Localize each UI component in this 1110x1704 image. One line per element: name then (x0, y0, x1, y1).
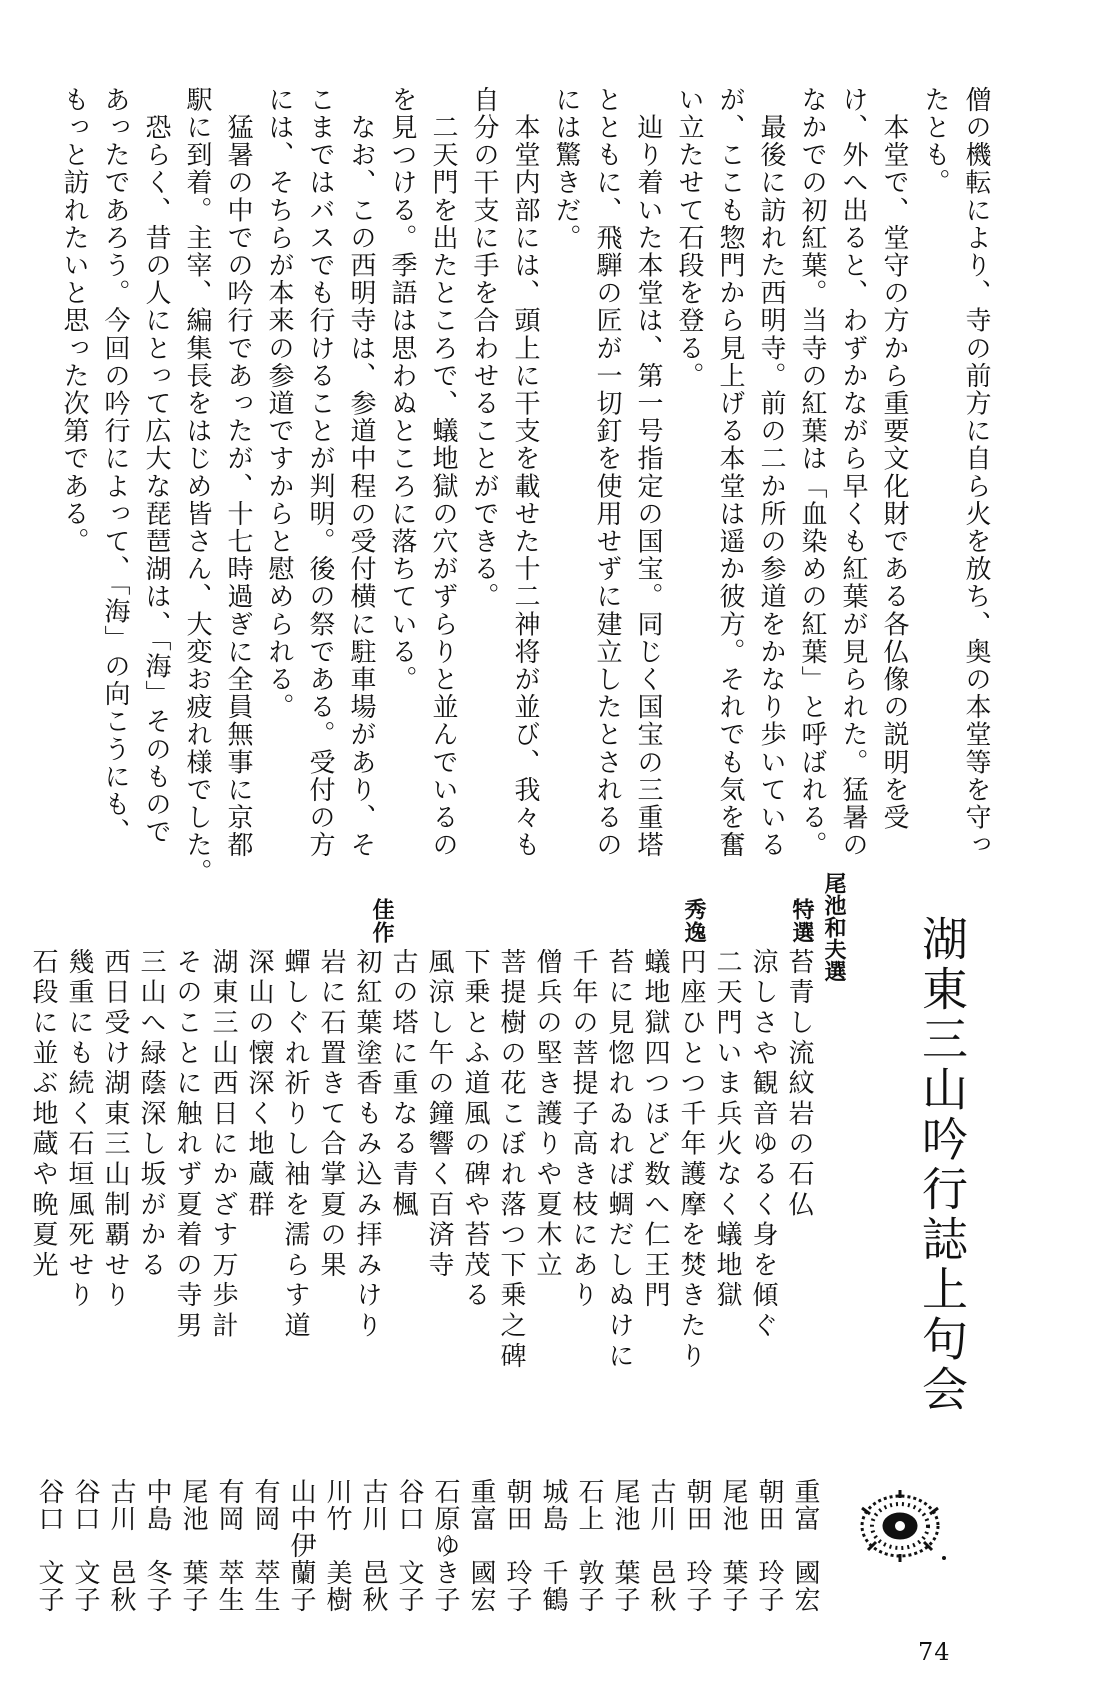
essay-line: 自分の干支に手を合わせることができる。 (469, 86, 499, 611)
heading-shuitsu: 秀逸 (681, 898, 707, 944)
essay-line: なかでの初紅葉。当寺の紅葉は「血染めの紅葉」と呼ばれる。 (797, 86, 827, 859)
haiku-author: 城島 千鶴 (538, 1478, 568, 1613)
haiku-author: 朝田 玲子 (502, 1478, 532, 1613)
haiku-text: 西日受け湖東三山制覇せり (100, 948, 130, 1312)
essay-line: 二天門を出たところで、蟻地獄の穴がずらりと並んでいるの (428, 86, 458, 859)
haiku-author: 有岡 萃生 (214, 1478, 244, 1613)
essay-line: い立たせて石段を登る。 (674, 86, 704, 390)
haiku-text: 僧兵の堅き護りや夏木立 (532, 948, 562, 1282)
haiku-text: 幾重にも続く石垣風死せり (64, 948, 94, 1312)
essay-line: 辿り着いた本堂は、第一号指定の国宝。同じく国宝の三重塔 (633, 86, 663, 859)
essay-line: には驚きだ。 (551, 86, 581, 252)
haiku-author: 古川 邑秋 (646, 1478, 676, 1613)
haiku-author: 古川 邑秋 (358, 1478, 388, 1613)
essay-line: 恐らく、昔の人にとって広大な琵琶湖は、「海」そのもので (141, 86, 171, 846)
essay-line: 本堂内部には、頭上に干支を載せた十二神将が並び、我々も (510, 86, 540, 859)
haiku-author: 山中伊蘭子 (286, 1478, 316, 1613)
heading-tokusen: 特選 (789, 898, 815, 944)
haiku-text: 円座ひとつ千年護摩を焚きたり (676, 948, 706, 1373)
essay-line: たとも。 (920, 86, 950, 197)
haiku-author: 重富 國宏 (466, 1478, 496, 1613)
haiku-text: 蟻地獄四つほど数へ仁王門 (640, 948, 670, 1312)
haiku-text: そのことに触れず夏着の寺男 (172, 948, 202, 1342)
haiku-text: 石段に並ぶ地蔵や晩夏光 (28, 948, 58, 1282)
haiku-text: 湖東三山西日にかざす万歩計 (208, 948, 238, 1342)
haiku-text: 菩提樹の花こぼれ落つ下乗之碑 (496, 948, 526, 1373)
haiku-text: 苔に見惚れゐれば蜩だしぬけに (604, 948, 634, 1373)
essay-line: 駅に到着。主宰、編集長をはじめ皆さん、大変お疲れ様でした。 (182, 86, 212, 887)
essay-line: なお、この西明寺は、参道中程の受付横に駐車場があり、そ (346, 86, 376, 859)
essay-line: こまではバスでも行けることが判明。後の祭である。受付の方 (305, 86, 335, 859)
essay-line: 本堂で、堂守の方から重要文化財である各仏像の説明を受 (879, 86, 909, 832)
essay-line: 僧の機転により、寺の前方に自ら火を放ち、奥の本堂等を守っ (961, 86, 991, 859)
haiku-text: 古の塔に重なる青楓 (388, 948, 418, 1221)
haiku-author: 朝田 玲子 (754, 1478, 784, 1613)
haiku-text: 岩に石置きて合掌夏の果 (316, 948, 346, 1282)
haiku-author: 谷口 文子 (394, 1478, 424, 1613)
haiku-text: 三山へ緑蔭深し坂がかる (136, 948, 166, 1282)
essay-line: け、外へ出ると、わずかながら早くも紅葉が見られた。猛暑の (838, 86, 868, 859)
essay-line: あったであろう。今回の吟行によって、「海」の向こうにも、 (100, 86, 130, 846)
haiku-author: 古川 邑秋 (106, 1478, 136, 1613)
essay-line: 猛暑の中での吟行であったが、十七時過ぎに全員無事に京都 (223, 86, 253, 859)
heading-kasaku: 佳作 (369, 898, 395, 944)
haiku-text: 蟬しぐれ祈りし袖を濡らす道 (280, 948, 310, 1342)
haiku-author: 朝田 玲子 (682, 1478, 712, 1613)
haiku-text: 深山の懐深く地蔵群 (244, 948, 274, 1221)
haiku-author: 尾池 葉子 (718, 1478, 748, 1613)
haiku-author: 尾池 葉子 (178, 1478, 208, 1613)
haiku-author: 石原ゆき子 (430, 1478, 460, 1613)
kukai-title: 湖東三山吟行誌上句会 (915, 915, 969, 1415)
essay-line: を見つける。季語は思わぬところに落ちている。 (387, 86, 417, 694)
haiku-text: 苔青し流紋岩の石仏 (784, 948, 814, 1221)
haiku-text: 二天門いま兵火なく蟻地獄 (712, 948, 742, 1312)
haiku-author: 川竹 美樹 (322, 1478, 352, 1613)
essay-line: が、ここも惣門から見上げる本堂は遥か彼方。それでも気を奮 (715, 86, 745, 859)
haiku-author: 尾池 葉子 (610, 1478, 640, 1613)
haiku-text: 千年の菩提子高き枝にあり (568, 948, 598, 1312)
haiku-author: 谷口 文子 (70, 1478, 100, 1613)
haiku-author: 石上 敦子 (574, 1478, 604, 1613)
page-number: 74 (918, 1638, 951, 1666)
haiku-text: 涼しさや観音ゆるく身を傾ぐ (748, 948, 778, 1342)
haiku-author: 谷口 文子 (34, 1478, 64, 1613)
selector-name: 尾池和夫選 (821, 872, 847, 982)
haiku-text: 風涼し午の鐘響く百済寺 (424, 948, 454, 1282)
haiku-text: 初紅葉塗香もみ込み拝みけり (352, 948, 382, 1342)
essay-line: 最後に訪れた西明寺。前の二か所の参道をかなり歩いている (756, 86, 786, 859)
haiku-text: 下乗とふ道風の碑や苔茂る (460, 948, 490, 1312)
essay-line: には、そちらが本来の参道ですからと慰められる。 (264, 86, 294, 721)
haiku-author: 重富 國宏 (790, 1478, 820, 1613)
haiku-author: 有岡 萃生 (250, 1478, 280, 1613)
haiku-author: 中島 冬子 (142, 1478, 172, 1613)
chrysanthemum-emblem-icon (848, 1478, 952, 1568)
essay-line: もっと訪れたいと思った次第である。 (59, 86, 89, 556)
essay-line: とともに、飛騨の匠が一切釘を使用せずに建立したとされるの (592, 86, 622, 859)
